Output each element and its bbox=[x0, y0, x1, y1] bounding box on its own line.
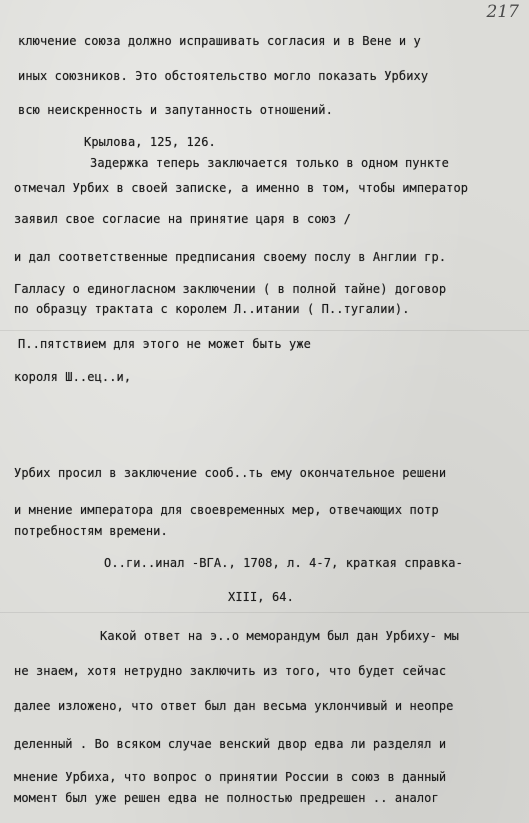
page-number: 217 bbox=[486, 2, 519, 22]
text-line: Галласу о единогласном заключении ( в полной тайне) договор bbox=[14, 282, 447, 296]
text-line: Какой ответ на э..о меморандум был дан Урбиху- мы bbox=[100, 629, 459, 643]
text-line: ключение союза должно испрашивать согласия и в Вене и у bbox=[18, 34, 421, 48]
text-line: Крылова, 125, 126. bbox=[84, 135, 216, 149]
text-line: иных союзников. Это обстоятельство могло показать Урбиху bbox=[18, 69, 429, 83]
text-line: момент был уже решен едва не полностью предрешен .. аналог bbox=[14, 791, 439, 805]
text-line: далее изложено, что ответ был дан весьма уклончивый и неопре bbox=[14, 699, 454, 713]
text-line: деленный . Во всяком случае венский двор едва ли разделял и bbox=[14, 737, 447, 751]
text-line: потребностям времени. bbox=[14, 524, 168, 538]
text-line: заявил свое согласие на принятие царя в союз / bbox=[14, 212, 351, 226]
text-line: Задержка теперь заключается только в одном пункте bbox=[90, 156, 449, 170]
text-line: и дал соответственные предписания своему послу в Англии гр. bbox=[14, 250, 447, 264]
paper-crease bbox=[0, 330, 529, 331]
paper-crease bbox=[0, 612, 529, 613]
text-line: Урбих просил в заключение сооб..ть ему окончательное решени bbox=[14, 466, 447, 480]
text-line: не знаем, хотя нетрудно заключить из того, что будет сейчас bbox=[14, 664, 447, 678]
text-line: отмечал Урбих в своей записке, а именно в том, чтобы император bbox=[14, 181, 469, 195]
text-line: и мнение императора для своевременных мер, отвечающих потр bbox=[14, 503, 439, 517]
text-line: всю неискренность и запутанность отношений. bbox=[18, 103, 333, 117]
text-line: XIII, 64. bbox=[228, 590, 294, 604]
text-line: короля Ш..ец..и, bbox=[14, 370, 132, 384]
text-line: по образцу трактата с королем Л..итании ( П..тугалии). bbox=[14, 302, 410, 316]
text-line: П..пятствием для этого не может быть уже bbox=[18, 337, 311, 351]
text-line: О..ги..инал -ВГА., 1708, л. 4-7, краткая справка- bbox=[104, 556, 463, 570]
text-line: мнение Урбиха, что вопрос о принятии России в союз в данный bbox=[14, 770, 447, 784]
